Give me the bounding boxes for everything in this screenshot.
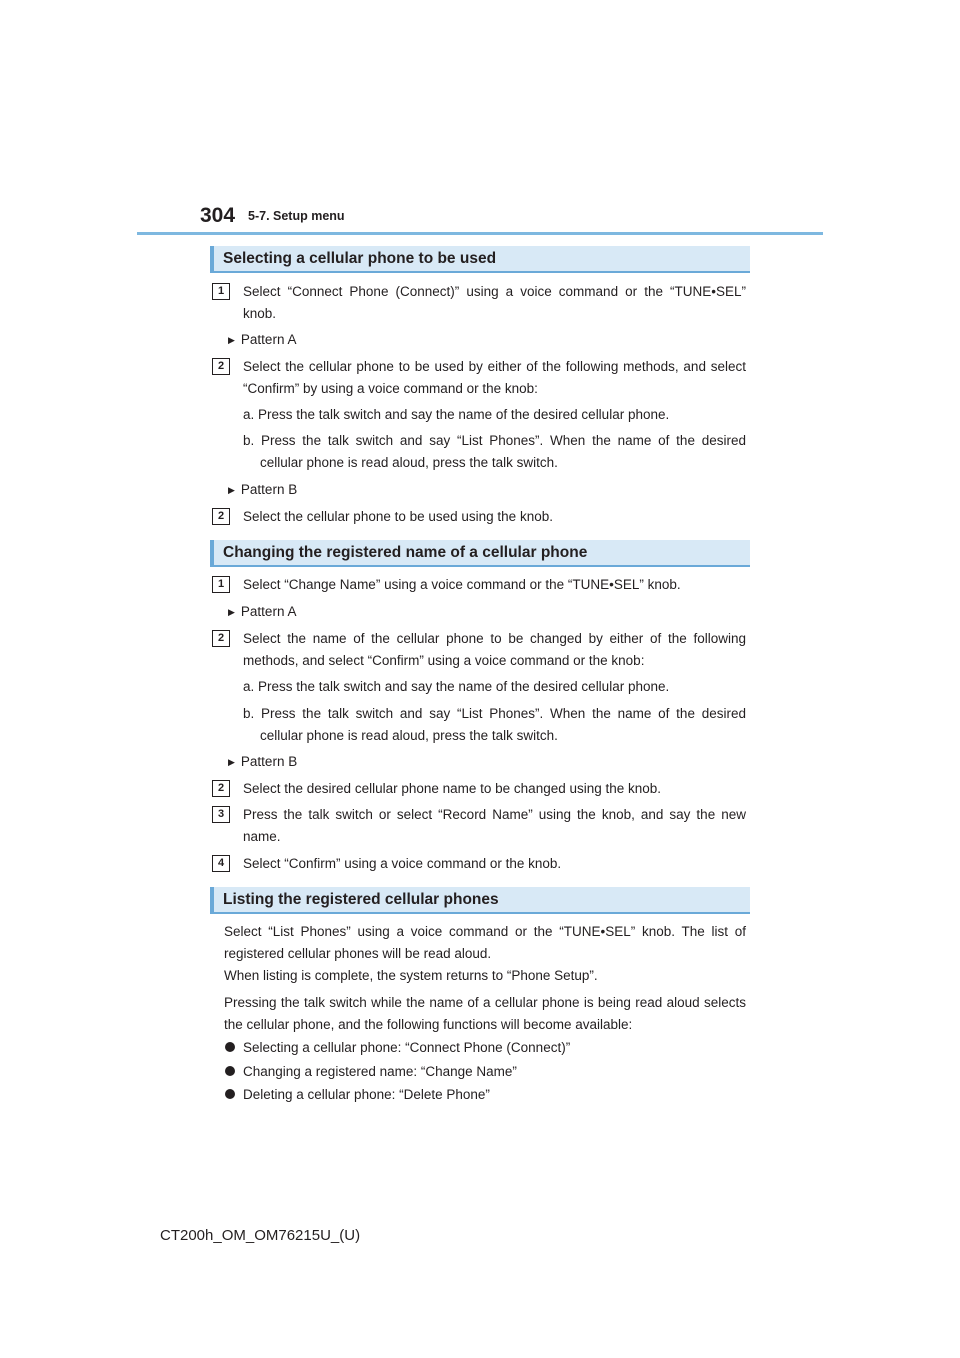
step-text: Select the name of the cellular phone to be changed by either of the following methods, and select “Confirm” using a voice command or the knob: [243, 631, 746, 668]
method-option: a. Press the talk switch and say the name of the desired cellular phone. [243, 407, 670, 422]
paragraph: When listing is complete, the system returns to “Phone Setup”. [224, 968, 598, 983]
section-label: 5-7. Setup menu [248, 209, 345, 223]
method-option: b. Press the talk switch and say “List Phones”. When the name of the desired cellular phone is read aloud, press the talk switch. [243, 433, 746, 470]
step-text: Select “Change Name” using a voice command or the “TUNE•SEL” knob. [243, 577, 681, 592]
header-divider [137, 232, 823, 235]
section-heading-list-phones [210, 887, 750, 914]
list-item: Selecting a cellular phone: “Connect Phone (Connect)” [225, 1037, 570, 1059]
paragraph: Select “List Phones” using a voice command or the “TUNE•SEL” knob. The list of registered cellular phones will be read aloud. [224, 924, 746, 961]
step-number: 1 [212, 283, 230, 300]
step-text: Press the talk switch or select “Record Name” using the knob, and say the new name. [243, 807, 746, 844]
step-number: 3 [212, 806, 230, 823]
triangle-icon: ▶ [228, 335, 235, 345]
triangle-icon: ▶ [228, 607, 235, 617]
section-heading-select-phone [210, 246, 750, 273]
step-number: 1 [212, 576, 230, 593]
pattern-label: ▶ Pattern A [228, 601, 731, 623]
paragraph: Pressing the talk switch while the name of a cellular phone is being read aloud selects the cellular phone, and the following functions will become available: [224, 995, 746, 1032]
bullet-icon [225, 1042, 235, 1052]
section-title: Changing the registered name of a cellular phone [223, 544, 588, 561]
step-number: 2 [212, 508, 230, 525]
doc-code: CT200h_OM_OM76215U_(U) [160, 1227, 361, 1244]
step-number: 2 [212, 358, 230, 375]
list-item: Deleting a cellular phone: “Delete Phone” [225, 1084, 490, 1106]
step-text: Select the cellular phone to be used using the knob. [243, 509, 553, 524]
step-number: 2 [212, 780, 230, 797]
step-number: 2 [212, 630, 230, 647]
bullet-icon [225, 1089, 235, 1099]
page-number: 304 [200, 204, 236, 227]
pattern-label: ▶ Pattern B [228, 479, 731, 501]
bullet-icon [225, 1066, 235, 1076]
step-text: Select “Connect Phone (Connect)” using a voice command or the “TUNE•SEL” knob. [243, 284, 746, 321]
method-option: b. Press the talk switch and say “List Phones”. When the name of the desired cellular phone is read aloud, press the talk switch. [243, 706, 746, 743]
step-text: Select the cellular phone to be used by either of the following methods, and select “Confirm” by using a voice command or the knob: [243, 359, 746, 396]
step-number: 4 [212, 855, 230, 872]
section-title: Listing the registered cellular phones [223, 891, 499, 908]
triangle-icon: ▶ [228, 485, 235, 495]
step-text: Select “Confirm” using a voice command or the knob. [243, 856, 562, 871]
step-text: Select the desired cellular phone name to be changed using the knob. [243, 781, 662, 796]
method-option: a. Press the talk switch and say the name of the desired cellular phone. [243, 679, 670, 694]
section-title: Selecting a cellular phone to be used [223, 250, 497, 267]
list-item: Changing a registered name: “Change Name” [225, 1061, 517, 1083]
section-heading-change-name [210, 540, 750, 567]
pattern-label: ▶ Pattern A [228, 329, 731, 351]
triangle-icon: ▶ [228, 757, 235, 767]
pattern-label: ▶ Pattern B [228, 751, 731, 773]
